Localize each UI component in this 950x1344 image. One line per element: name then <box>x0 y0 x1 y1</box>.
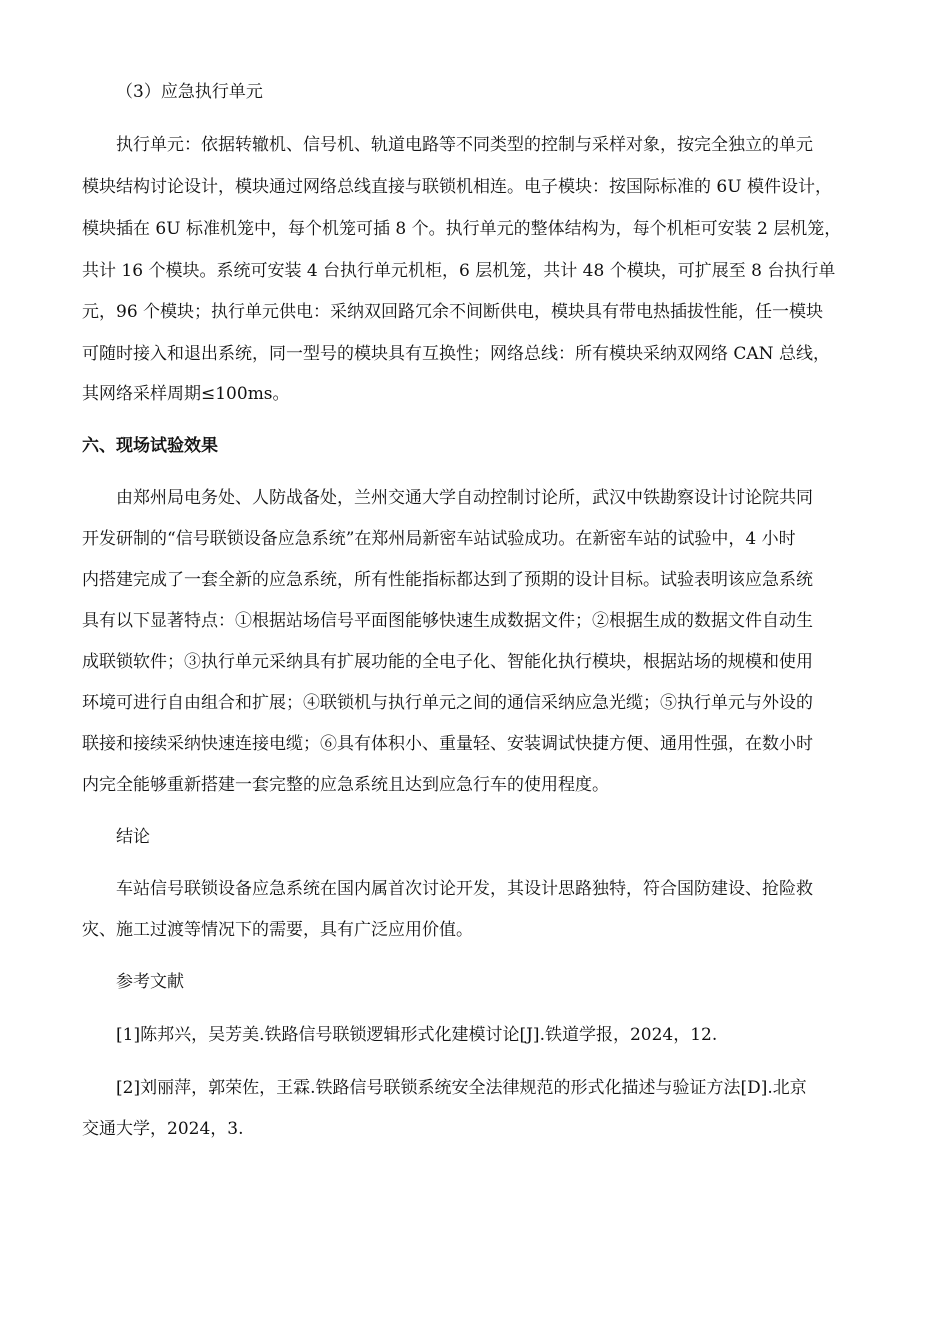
references-heading: 参考文献 <box>116 972 184 992</box>
subsection-3-line-5: 元，96 个模块；执行单元供电：采纳双回路冗余不间断供电，模块具有带电热插拔性能，任一模块 <box>82 302 824 322</box>
conclusion-line-2: 灾、施工过渡等情况下的需要，具有广泛应用价值。 <box>82 920 473 940</box>
conclusion-heading: 结论 <box>116 827 150 847</box>
reference-2-line-1: [2]刘丽萍，郭荣佐，王霖.铁路信号联锁系统安全法律规范的形式化描述与验证方法[D].北京 <box>116 1078 807 1098</box>
section-6-line-1: 由郑州局电务处、人防战备处，兰州交通大学自动控制讨论所，武汉中铁勘察设计讨论院共同 <box>116 488 813 508</box>
subsection-3-line-6: 可随时接入和退出系统，同一型号的模块具有互换性；网络总线：所有模块采纳双网络 CAN 总线， <box>82 344 830 364</box>
section-6-line-6: 环境可进行自由组合和扩展；④联锁机与执行单元之间的通信采纳应急光缆；⑤执行单元与外设的 <box>82 693 813 713</box>
reference-1: [1]陈邦兴，吴芳美.铁路信号联锁逻辑形式化建模讨论[J].铁道学报，2024，12. <box>116 1025 718 1045</box>
section-6-line-8: 内完全能够重新搭建一套完整的应急系统且达到应急行车的使用程度。 <box>82 775 609 795</box>
section-6-line-7: 联接和接续采纳快速连接电缆；⑥具有体积小、重量轻、安装调试快捷方便、通用性强，在数小时 <box>82 734 813 754</box>
section-6-heading: 六、现场试验效果 <box>82 436 218 456</box>
subsection-3-line-4: 共计 16 个模块。系统可安装 4 台执行单元机柜，6 层机笼，共计 48 个模块，可扩展至 8 台执行单 <box>82 261 836 281</box>
subsection-3-line-2: 模块结构讨论设计，模块通过网络总线直接与联锁机相连。电子模块：按国际标准的 6U 模件设计， <box>82 177 832 197</box>
section-6-line-2: 开发研制的“信号联锁设备应急系统”在郑州局新密车站试验成功。在新密车站的试验中，4 小时 <box>82 529 796 549</box>
section-6-line-5: 成联锁软件；③执行单元采纳具有扩展功能的全电子化、智能化执行模块，根据站场的规模和使用 <box>82 652 813 672</box>
conclusion-line-1: 车站信号联锁设备应急系统在国内属首次讨论开发，其设计思路独特，符合国防建设、抢险救 <box>116 879 813 899</box>
subsection-3-title: （3）应急执行单元 <box>116 82 263 102</box>
section-6-line-4: 具有以下显著特点：①根据站场信号平面图能够快速生成数据文件；②根据生成的数据文件自动生 <box>82 611 813 631</box>
subsection-3-line-3: 模块插在 6U 标准机笼中，每个机笼可插 8 个。执行单元的整体结构为，每个机柜可安装 2 层机笼， <box>82 219 842 239</box>
subsection-3-line-1: 执行单元：依据转辙机、信号机、轨道电路等不同类型的控制与采样对象，按完全独立的单元 <box>116 135 813 155</box>
section-6-line-3: 内搭建完成了一套全新的应急系统，所有性能指标都达到了预期的设计目标。试验表明该应急系统 <box>82 570 813 590</box>
reference-2-line-2: 交通大学，2024，3. <box>82 1119 244 1139</box>
subsection-3-line-7: 其网络采样周期≤100ms。 <box>82 384 290 404</box>
